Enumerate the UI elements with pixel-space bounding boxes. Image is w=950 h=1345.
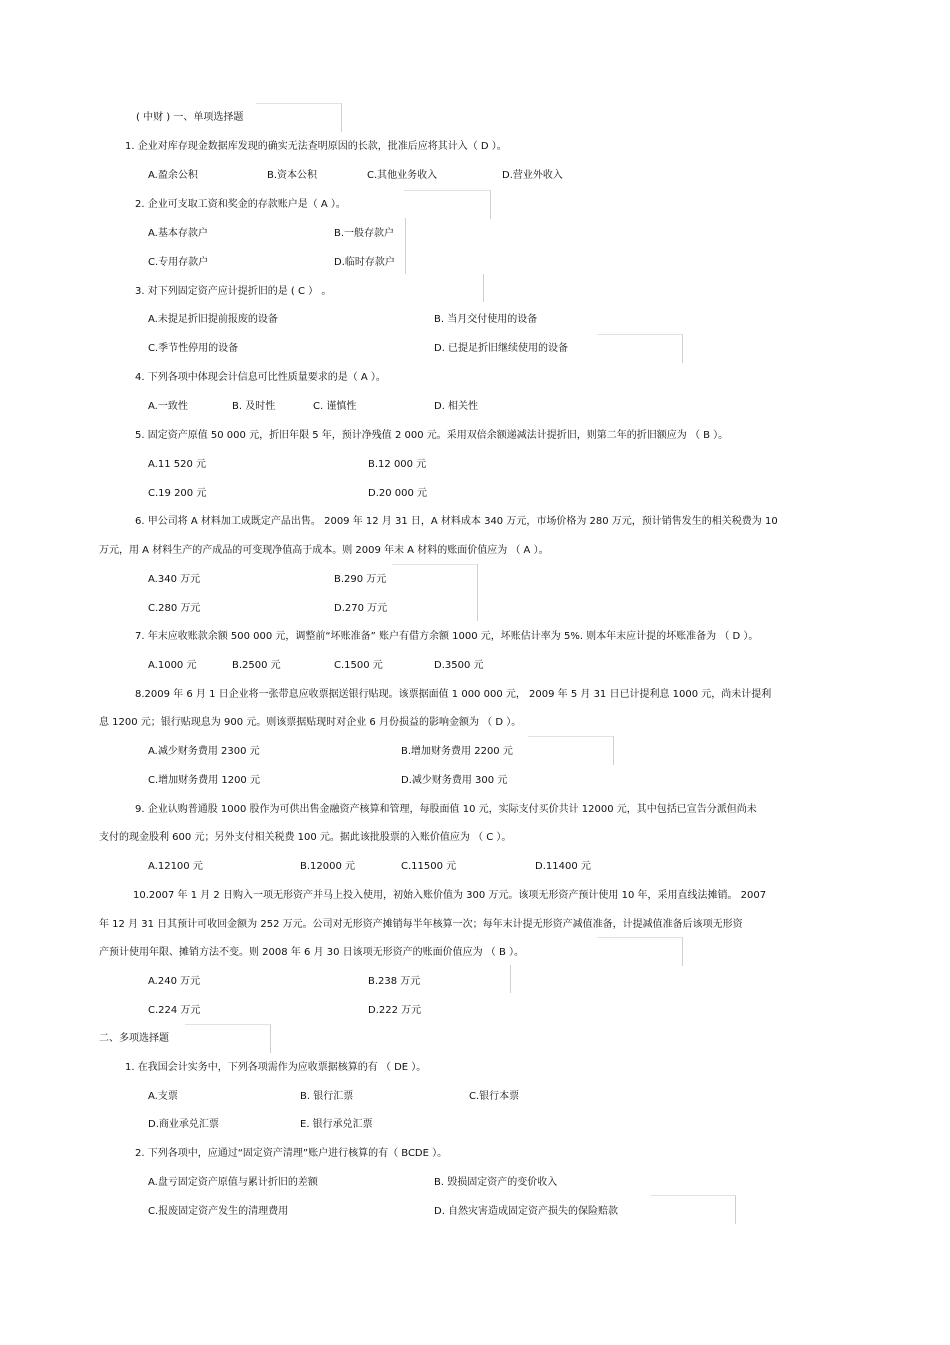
scan-mark [597, 334, 683, 363]
option-a: A.未提足折旧提前报废的设备 [148, 314, 278, 325]
scan-mark [528, 736, 614, 765]
question-stem: 6. 甲公司将 A 材料加工成既定产品出售。 2009 年 12 月 31 日，A 材料成本 340 万元，市场价格为 280 万元，预计销售发生的相关税费为 10 [135, 516, 778, 527]
option-d: D.11400 元 [535, 861, 591, 872]
question-stem: 1. 在我国会计实务中，下列各项需作为应收票据核算的有 （ DE ）。 [125, 1062, 427, 1073]
scan-mark [650, 1195, 736, 1224]
option-e: E. 银行承兑汇票 [300, 1119, 373, 1130]
scan-mark [392, 564, 478, 621]
option-b: B.资本公积 [267, 170, 318, 181]
question-stem: 1. 企业对库存现金数据库发现的确实无法查明原因的长款，批准后应将其计入（ D ）。 [125, 141, 507, 152]
option-b: B. 毁损固定资产的变价收入 [434, 1177, 558, 1188]
question-stem: 2. 下列各项中，应通过“固定资产清理”账户进行核算的有（ BCDE ）。 [135, 1148, 448, 1159]
section-title: ( 中财 ) 一、单项选择题 [136, 112, 244, 123]
option-c: C.季节性停用的设备 [148, 343, 239, 354]
option-a: A.12100 元 [148, 861, 203, 872]
option-a: A.减少财务费用 2300 元 [148, 746, 260, 757]
option-a: A.1000 元 [148, 660, 197, 671]
option-c: C.19 200 元 [148, 488, 207, 499]
question-stem: 4. 下列各项中体现会计信息可比性质量要求的是（ A ）。 [135, 372, 386, 383]
question-stem: 10.2007 年 1 月 2 日购入一项无形资产并马上投入使用，初始入账价值为 300 万元。该项无形资产预计使用 10 年，采用直线法摊销。 2007 [133, 890, 767, 901]
option-b: B.238 万元 [368, 976, 421, 987]
question-stem: 8.2009 年 6 月 1 日企业将一张带息应收票据送银行贴现。该票据面值 1 000 000 元， 2009 年 5 月 31 日已计提利息 1000 元，尚未计提利 [135, 689, 772, 700]
scan-mark [597, 937, 683, 966]
option-a: A.盘亏固定资产原值与累计折旧的差额 [148, 1177, 318, 1188]
option-c: C.增加财务费用 1200 元 [148, 775, 260, 786]
option-c: C.银行本票 [469, 1091, 520, 1102]
option-b: B.一般存款户 [334, 228, 395, 239]
option-a: A.240 万元 [148, 976, 201, 987]
question-stem: 7. 年末应收账款余额 500 000 元，调整前“坏账准备” 账户有借方余额 1000 元，坏账估计率为 5%. 则本年末应计提的坏账准备为 （ D ）。 [135, 631, 759, 642]
option-c: C.11500 元 [401, 861, 457, 872]
option-b: B. 当月交付使用的设备 [434, 314, 538, 325]
question-stem-continued: 支付的现金股利 600 元；另外支付相关税费 100 元。据此该批股票的入账价值应为 （ C ）。 [99, 832, 512, 843]
scan-mark [483, 274, 484, 302]
option-b: B.12 000 元 [368, 459, 427, 470]
scan-mark [404, 190, 491, 219]
question-stem-continued: 息 1200 元；银行贴现息为 900 元。则该票据贴现时对企业 6 月份损益的影响金额为 （ D ）。 [99, 717, 522, 728]
option-d: D.20 000 元 [368, 488, 428, 499]
option-a: A.340 万元 [148, 574, 201, 585]
option-a: A.盈余公积 [148, 170, 198, 181]
option-b: B. 银行汇票 [300, 1091, 354, 1102]
section-title: 二、多项选择题 [99, 1033, 169, 1044]
option-c: C.其他业务收入 [367, 170, 438, 181]
option-d: D.减少财务费用 300 元 [401, 775, 508, 786]
option-a: A.支票 [148, 1091, 178, 1102]
option-c: C.1500 元 [334, 660, 383, 671]
option-b: B. 及时性 [232, 401, 276, 412]
option-b: B.2500 元 [232, 660, 281, 671]
question-stem: 2. 企业可支取工资和奖金的存款账户是（ A ）。 [135, 199, 346, 210]
question-stem: 9. 企业认购普通股 1000 股作为可供出售金融资产核算和管理，每股面值 10 元，实际支付买价共计 12000 元，其中包括已宣告分派但尚未 [135, 804, 757, 815]
option-d: D.270 万元 [334, 603, 388, 614]
option-c: C.280 万元 [148, 603, 201, 614]
option-c: C.224 万元 [148, 1005, 201, 1016]
option-a: A.基本存款户 [148, 228, 208, 239]
option-b: B.增加财务费用 2200 元 [401, 746, 513, 757]
question-stem-continued: 产预计使用年限、摊销方法不变。则 2008 年 6 月 30 日该项无形资产的账面价值应为 （ B ）。 [99, 947, 525, 958]
option-c: C.专用存款户 [148, 257, 209, 268]
option-c: C.报废固定资产发生的清理费用 [148, 1206, 289, 1217]
option-b: B.12000 元 [300, 861, 356, 872]
scan-mark [185, 1024, 271, 1053]
option-a: A.11 520 元 [148, 459, 207, 470]
question-stem-continued: 万元，用 A 材料生产的产成品的可变现净值高于成本。则 2009 年末 A 材料的账面价值应为 （ A ）。 [99, 545, 549, 556]
option-d: D. 已提足折旧继续使用的设备 [434, 343, 569, 354]
question-stem-continued: 年 12 月 31 日其预计可收回金额为 252 万元。公司对无形资产摊销每半年核算一次；每年末计提无形资产减值准备，计提减值准备后该项无形资 [99, 919, 743, 930]
option-d: D. 自然灾害造成固定资产损失的保险赔款 [434, 1206, 619, 1217]
option-d: D.商业承兑汇票 [148, 1119, 219, 1130]
option-d: D.222 万元 [368, 1005, 422, 1016]
option-c: C. 谨慎性 [313, 401, 357, 412]
scan-mark [405, 218, 406, 274]
option-d: D.营业外收入 [502, 170, 563, 181]
option-b: B.290 万元 [334, 574, 387, 585]
scan-mark [510, 965, 511, 993]
option-d: D.临时存款户 [334, 257, 395, 268]
question-stem: 5. 固定资产原值 50 000 元，折旧年限 5 年，预计净残值 2 000 元。采用双倍余额递减法计提折旧，则第二年的折旧额应为 （ B ）。 [135, 430, 729, 441]
option-a: A.一致性 [148, 401, 188, 412]
option-d: D. 相关性 [434, 401, 479, 412]
option-d: D.3500 元 [434, 660, 484, 671]
question-stem: 3. 对下列固定资产应计提折旧的是 ( C ） 。 [135, 286, 332, 297]
scan-mark [256, 103, 342, 132]
